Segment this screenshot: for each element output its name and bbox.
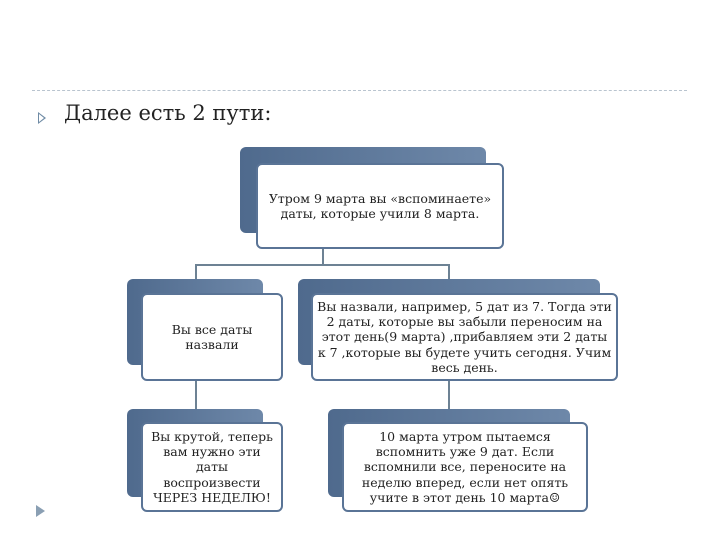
slide-heading: Далее есть 2 пути: — [64, 101, 272, 125]
node-text: Вы все даты назвали — [141, 293, 283, 381]
node-text: Вы назвали, например, 5 дат из 7. Тогда эти 2 даты, которые вы забыли переносим на этот день(9 марта) ,прибавляем эти 2 даты к 7 ,которые вы будете учить сегодня. Учим весь день. — [311, 293, 618, 381]
connector-right-drop — [448, 264, 450, 280]
node-text: Утром 9 марта вы «вспоминаете» даты, которые учили 8 марта. — [256, 163, 504, 249]
connector-left-vertical — [195, 378, 197, 410]
node-text: Вы крутой, теперь вам нужно эти даты воспроизвести ЧЕРЕЗ НЕДЕЛЮ! — [141, 422, 283, 512]
connector-horizontal — [195, 264, 450, 266]
divider-line — [32, 90, 687, 91]
node-text: 10 марта утром пытаемся вспомнить уже 9 дат. Если вспомнили все, переносите на неделю вперед, если нет опять учите в этот день 10 марта☺ — [342, 422, 588, 512]
bullet-arrow-icon — [38, 112, 46, 124]
connector-left-drop — [195, 264, 197, 280]
connector-root-down — [322, 248, 324, 265]
connector-right-vertical — [448, 378, 450, 410]
slide-nav-arrow-icon[interactable] — [36, 505, 45, 517]
